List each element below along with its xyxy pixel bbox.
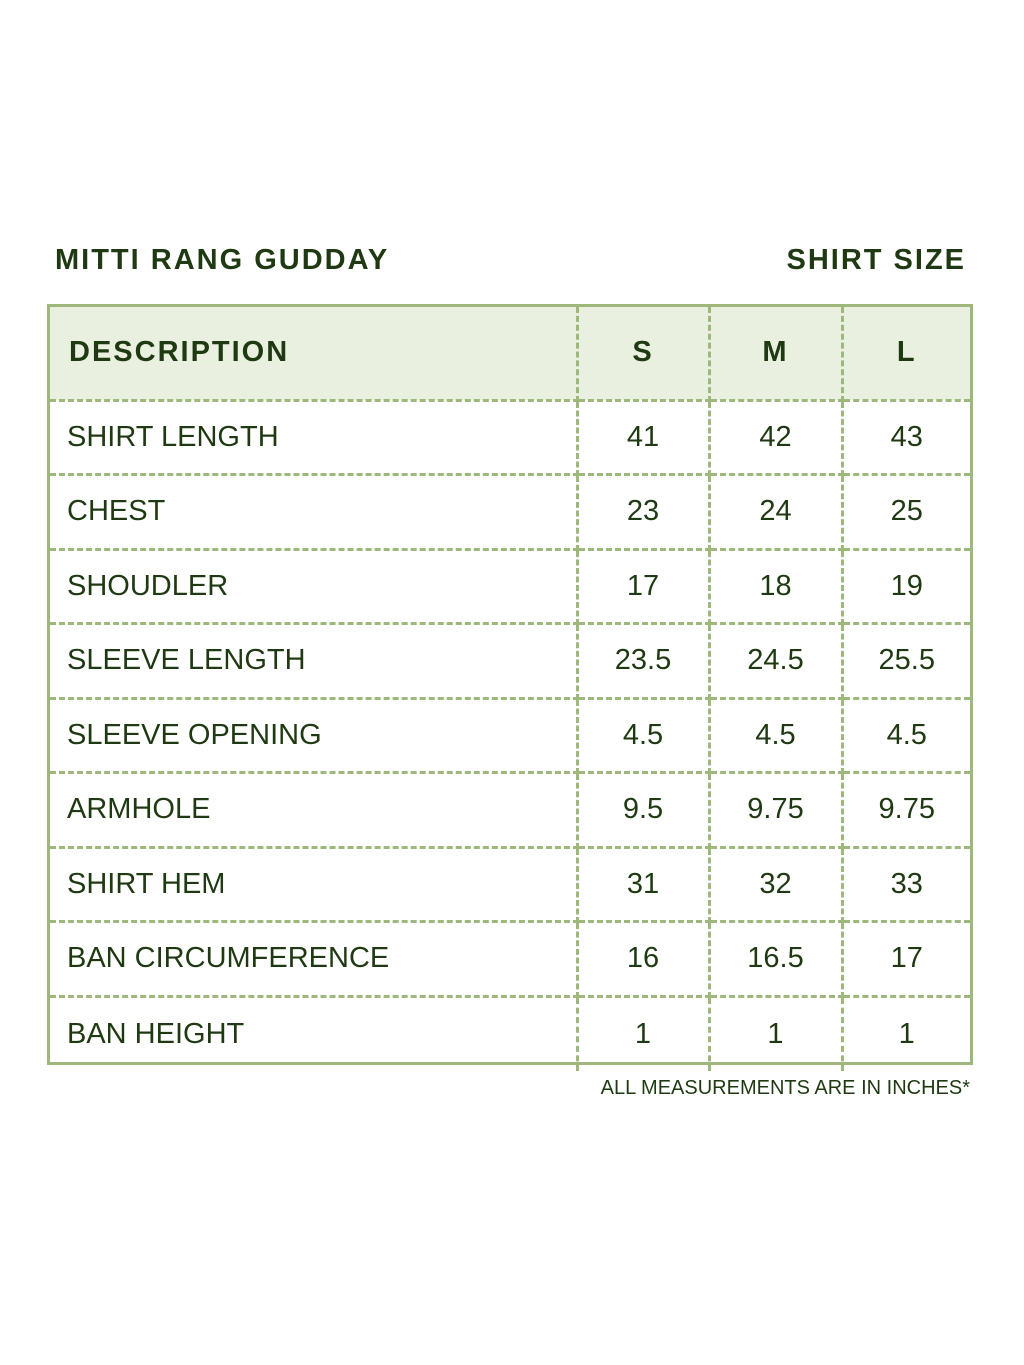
column-header-description: DESCRIPTION <box>50 307 577 400</box>
cell-m: 4.5 <box>709 698 842 773</box>
row-label: BAN CIRCUMFERENCE <box>50 922 577 997</box>
cell-l: 25 <box>842 475 970 550</box>
cell-s: 9.5 <box>577 773 709 848</box>
cell-m: 24 <box>709 475 842 550</box>
cell-m: 24.5 <box>709 624 842 699</box>
row-label: SLEEVE LENGTH <box>50 624 577 699</box>
cell-l: 43 <box>842 400 970 475</box>
cell-l: 1 <box>898 1017 915 1050</box>
table-header-row <box>50 307 970 400</box>
brand-title: MITTI RANG GUDDAY <box>55 244 390 276</box>
table-row <box>50 475 970 550</box>
cell-s: 41 <box>577 400 709 475</box>
cell-l: 33 <box>842 847 970 922</box>
row-label: SHIRT HEM <box>50 847 577 922</box>
column-header-m: M <box>709 307 842 400</box>
cell-m: 9.75 <box>709 773 842 848</box>
table-row <box>50 624 970 699</box>
cell-s: 23 <box>577 475 709 550</box>
chart-subtitle: SHIRT SIZE <box>786 244 966 276</box>
cell-s: 31 <box>577 847 709 922</box>
table-row <box>50 847 970 922</box>
column-header-s: S <box>577 307 709 400</box>
cell-m: 16.5 <box>709 922 842 997</box>
cell-l: 25.5 <box>842 624 970 699</box>
row-label: CHEST <box>50 475 577 550</box>
table-row <box>50 400 970 475</box>
cell-l: 9.75 <box>842 773 970 848</box>
row-label: SLEEVE OPENING <box>50 698 577 773</box>
table-row <box>50 773 970 848</box>
column-header-l: L <box>842 307 970 400</box>
row-label: ARMHOLE <box>50 773 577 848</box>
table-row <box>50 996 970 1071</box>
cell-m: 1 <box>709 996 842 1071</box>
cell-l: 4.5 <box>842 698 970 773</box>
cell-m: 32 <box>709 847 842 922</box>
cell-m: 42 <box>709 400 842 475</box>
cell-l: 19 <box>842 549 970 624</box>
table-row <box>50 922 970 997</box>
cell-l: 17 <box>842 922 970 997</box>
row-label: BAN HEIGHT <box>50 996 577 1071</box>
table-row <box>50 549 970 624</box>
cell-s: 4.5 <box>577 698 709 773</box>
row-label: SHIRT LENGTH <box>50 400 577 475</box>
cell-s: 16 <box>577 922 709 997</box>
measurement-note: ALL MEASUREMENTS ARE IN INCHES* <box>600 1077 970 1099</box>
row-label: SHOUDLER <box>50 549 577 624</box>
cell-s: 23.5 <box>577 624 709 699</box>
cell-m: 18 <box>709 549 842 624</box>
cell-s: 17 <box>577 549 709 624</box>
cell-s: 1 <box>577 996 709 1071</box>
size-chart-table <box>47 304 973 1065</box>
table-row <box>50 698 970 773</box>
